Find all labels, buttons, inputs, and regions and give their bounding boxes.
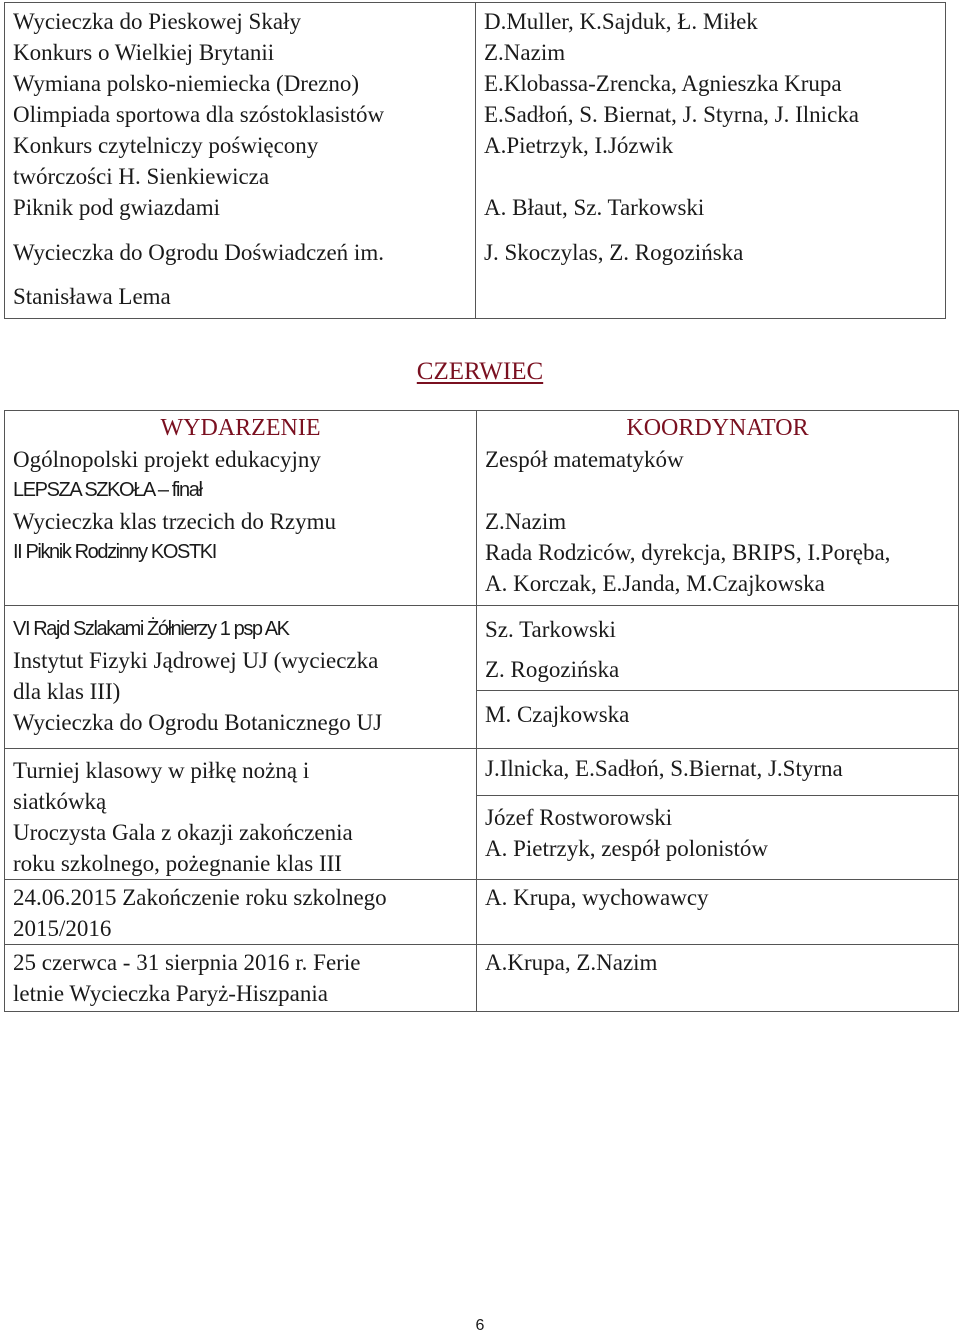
- coordinator-line: Józef Rostworowski: [485, 805, 673, 830]
- coordinator-line: Zespół matematyków: [485, 447, 684, 472]
- event-line: Uroczysta Gala z okazji zakończenia: [13, 820, 353, 845]
- month-heading: CZERWIEC: [416, 358, 544, 385]
- coordinators-cell: [477, 880, 959, 945]
- coordinator-line: D.Muller, K.Sajduk, Ł. Miłek: [484, 9, 758, 34]
- event-line: II Piknik Rodzinny KOSTKI: [13, 541, 216, 563]
- event-line: Konkurs czytelniczy poświęcony: [13, 133, 319, 158]
- event-line: Wycieczka klas trzecich do Rzymu: [13, 509, 337, 534]
- table-row: [5, 880, 959, 945]
- coordinator-line: A.Pietrzyk, I.Józwik: [484, 133, 674, 158]
- event-line: 2015/2016: [13, 916, 112, 941]
- coordinator-line: M. Czajkowska: [485, 702, 630, 727]
- event-line: dla klas III): [13, 679, 121, 704]
- coordinator-line: Z.Nazim: [484, 40, 566, 65]
- coordinator-line: J.Ilnicka, E.Sadłoń, S.Biernat, J.Styrna: [485, 756, 843, 781]
- event-line: Stanisława Lema: [13, 284, 171, 309]
- event-line: 24.06.2015 Zakończenie roku szkolnego: [13, 885, 387, 910]
- coordinator-line: A. Korczak, E.Janda, M.Czajkowska: [485, 571, 825, 596]
- event-line: Wycieczka do Ogrodu Botanicznego UJ: [13, 710, 383, 735]
- page-number: 6: [475, 1317, 485, 1334]
- table-row: [5, 411, 959, 606]
- june-events-table: [4, 410, 959, 1012]
- event-line: Turniej klasowy w piłkę nożną i: [13, 758, 310, 783]
- event-line: LEPSZA SZKOŁA – finał: [13, 479, 202, 501]
- coordinators-cell: [477, 945, 959, 1012]
- event-line: roku szkolnego, pożegnanie klas III: [13, 851, 342, 876]
- events-cell: [5, 880, 477, 945]
- event-line: Wymiana polsko-niemiecka (Drezno): [13, 71, 360, 96]
- coordinators-cell: [476, 3, 946, 319]
- top-events-table: [4, 2, 946, 319]
- coordinators-cell: [477, 411, 959, 606]
- events-cell: [5, 606, 477, 749]
- event-column-header: WYDARZENIE: [160, 415, 321, 441]
- event-line: siatkówką: [13, 789, 107, 814]
- event-line: Ogólnopolski projekt edukacyjny: [13, 447, 321, 472]
- coordinator-line: A. Krupa, wychowawcy: [485, 885, 709, 910]
- events-cell: [5, 411, 477, 606]
- events-cell: [5, 749, 477, 880]
- coordinator-line: E.Klobassa-Zrencka, Agnieszka Krupa: [484, 71, 842, 96]
- events-cell: [5, 3, 476, 319]
- table-row: [5, 749, 959, 880]
- coordinator-line: E.Sadłoń, S. Biernat, J. Styrna, J. Ilnicka: [484, 102, 859, 127]
- coordinators-cell: [477, 606, 959, 749]
- coordinator-line: A. Pietrzyk, zespół polonistów: [485, 836, 768, 861]
- events-cell: [5, 945, 477, 1012]
- event-line: 25 czerwca - 31 sierpnia 2016 r. Ferie: [13, 950, 361, 975]
- event-line: Olimpiada sportowa dla szóstoklasistów: [13, 102, 385, 127]
- event-line: Piknik pod gwiazdami: [13, 195, 220, 220]
- coordinator-line: J. Skoczylas, Z. Rogozińska: [484, 240, 744, 265]
- event-line: letnie Wycieczka Paryż-Hiszpania: [13, 981, 328, 1006]
- coordinators-cell: [477, 749, 959, 880]
- event-line: Instytut Fizyki Jądrowej UJ (wycieczka: [13, 648, 379, 673]
- event-line: Wycieczka do Pieskowej Skały: [13, 9, 301, 34]
- event-line: Wycieczka do Ogrodu Doświadczeń im.: [13, 240, 384, 265]
- coordinator-line: Z. Rogozińska: [485, 657, 620, 682]
- coordinator-line: A.Krupa, Z.Nazim: [485, 950, 658, 975]
- event-line: VI Rajd Szlakami Żółnierzy 1 psp AK: [13, 618, 289, 640]
- coordinator-column-header: KOORDYNATOR: [626, 415, 809, 441]
- table-row: [5, 606, 959, 749]
- table-row: [5, 3, 946, 319]
- coordinator-line: Rada Rodziców, dyrekcja, BRIPS, I.Poręba,: [485, 540, 891, 565]
- coordinator-line: Sz. Tarkowski: [485, 617, 616, 642]
- table-row: [5, 945, 959, 1012]
- coordinator-line: A. Błaut, Sz. Tarkowski: [484, 195, 705, 220]
- event-line: Konkurs o Wielkiej Brytanii: [13, 40, 275, 65]
- coordinator-line: Z.Nazim: [485, 509, 567, 534]
- event-line: twórczości H. Sienkiewicza: [13, 164, 270, 189]
